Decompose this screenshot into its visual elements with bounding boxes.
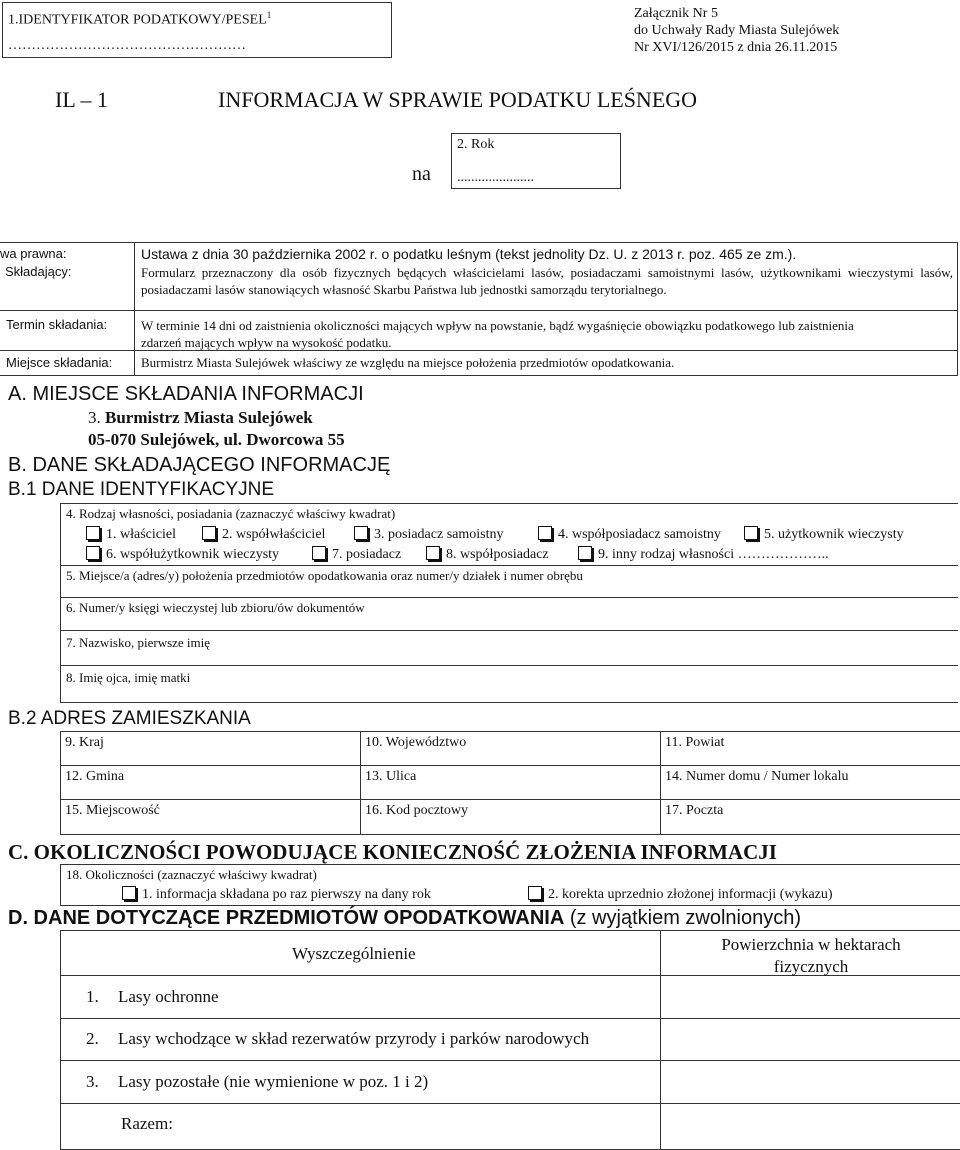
identifier-label [8,7,271,29]
row-2-text: Lasy wchodzące w skład rezerwatów przyrody i parków narodowych [118,1029,590,1048]
row-total-label: Razem: [121,1114,173,1133]
col-specification: Wyszczególnienie [292,944,416,963]
info-text-legal: Ustawa z dnia 30 października 2002 r. o podatku leśnym (tekst jednolity Dz. U. z 2013 r. poz. 465 ze zm.). [141,246,797,262]
section-c-title: C. OKOLICZNOŚCI POWODUJĄCE KONIECZNOŚĆ ZŁOŻENIA INFORMACJI [8,840,777,864]
ownership-option-7[interactable]: 7. posiadacz [310,546,401,563]
field-6-label[interactable]: 6. Numer/y księgi wieczystej lub zbioru/ów dokumentów [66,600,365,615]
checkbox-icon[interactable] [312,546,326,560]
ownership-option-9[interactable]: 9. inny rodzaj własności ……………….. [576,546,829,563]
field-18-label: 18. Okoliczności (zaznaczyć właściwy kwadrat) [66,867,317,882]
ownership-option-3[interactable]: 3. posiadacz samoistny [352,526,503,543]
address-house-number[interactable]: 14. Numer domu / Numer lokalu [660,765,960,800]
ownership-option-4[interactable]: 4. współposiadacz samoistny [536,526,721,543]
ownership-option-5[interactable]: 5. użytkownik wieczysty [742,526,904,543]
annex-line-1: Załącznik Nr 5 [634,6,718,21]
section-d-title-normal: (z wyjątkiem zwolnionych) [564,907,802,929]
info-label-place: Miejsce składania: [6,355,113,370]
na-label: na [412,163,431,185]
annex-line-3: Nr XVI/126/2015 z dnia 26.11.2015 [634,40,838,55]
row-1-num: 1. [86,987,99,1006]
info-text-submitter: Formularz przeznaczony dla osób fizycznych będących właścicielami lasów, posiadaczami samoistnymi lasów, użytkownikami wieczystymi lasów, posiadaczami lasów stanowiących własność Skarbu Państwa lub jednostki samorządu terytorialnego. [141,265,953,297]
checkbox-icon[interactable] [86,546,100,560]
info-label-legal: wa prawna: [0,246,67,261]
address-post-office[interactable]: 17. Poczta [660,799,960,835]
checkbox-icon[interactable] [578,546,592,560]
address-street[interactable]: 13. Ulica [360,765,661,800]
col-area [662,934,960,978]
address-voivodeship[interactable]: 10. Województwo [360,731,661,766]
address-county[interactable]: 11. Powiat [660,731,960,766]
checkbox-icon[interactable] [354,526,368,540]
checkbox-icon[interactable] [744,526,758,540]
section-a-office: Burmistrz Miasta Sulejówek [105,408,313,427]
section-b1-title: B.1 DANE IDENTYFIKACYJNE [8,479,275,500]
field-7-label[interactable]: 7. Nazwisko, pierwsze imię [66,635,211,650]
annex-line-2: do Uchwały Rady Miasta Sulejówek [634,23,840,38]
year-label: 2. Rok [457,137,495,152]
info-label-submitter: Składający: [5,264,72,279]
section-a-address: 05-070 Sulejówek, ul. Dworcowa 55 [88,430,345,449]
section-d-title-bold: D. DANE DOTYCZĄCE PRZEDMIOTÓW OPODATKOWANIA [8,907,565,929]
identifier-label-text: 1.IDENTYFIKATOR PODATKOWY/PESEL [8,12,267,28]
checkbox-icon[interactable] [528,886,542,900]
ownership-option-6[interactable]: 6. współużytkownik wieczysty [84,546,279,563]
address-country[interactable]: 9. Kraj [60,731,361,766]
form-code: IL – 1 [55,87,108,112]
address-city[interactable]: 15. Miejscowość [60,799,361,835]
year-input[interactable]: ...................... [457,170,534,185]
circumstance-option-1[interactable]: 1. informacja składana po raz pierwszy na dany rok [120,886,431,903]
row-1-text: Lasy ochronne [118,987,219,1006]
ownership-option-1[interactable]: 1. właściciel [84,526,176,543]
col-area-line-1: Powierzchnia w hektarach [721,935,901,954]
row-3-num: 3. [86,1072,99,1091]
identifier-input[interactable]: …………………………………………… [8,38,246,53]
address-municipality[interactable]: 12. Gmina [60,765,361,800]
ownership-option-2[interactable]: 2. współwłaściciel [200,526,325,543]
checkbox-icon[interactable] [538,526,552,540]
identifier-footnote: 1 [266,10,272,20]
info-text-place: Burmistrz Miasta Sulejówek właściwy ze względu na miejsce położenia przedmiotów opodatkowania. [141,355,675,370]
checkbox-icon[interactable] [86,526,100,540]
field-5-label[interactable]: 5. Miejsce/a (adres/y) położenia przedmiotów opodatkowania oraz numer/y działek i numer obrębu [66,568,583,583]
form-title: INFORMACJA W SPRAWIE PODATKU LEŚNEGO [218,87,698,112]
row-2-num: 2. [86,1029,99,1048]
section-d-title [8,907,801,929]
info-label-deadline: Termin składania: [6,317,108,332]
row-3-text: Lasy pozostałe (nie wymienione w poz. 1 i 2) [118,1072,429,1091]
circumstance-option-2[interactable]: 2. korekta uprzednio złożonej informacji (wykazu) [526,886,833,903]
section-a-title: A. MIEJSCE SKŁADANIA INFORMACJI [8,383,364,405]
checkbox-icon[interactable] [202,526,216,540]
address-postal-code[interactable]: 16. Kod pocztowy [360,799,661,835]
section-b-title: B. DANE SKŁADAJĄCEGO INFORMACJĘ [8,454,391,476]
section-b2-title: B.2 ADRES ZAMIESZKANIA [8,708,251,729]
checkbox-icon[interactable] [426,546,440,560]
annex-info [634,5,839,56]
field-8-label[interactable]: 8. Imię ojca, imię matki [66,670,191,685]
info-text-deadline: W terminie 14 dni od zaistnienia okoliczności mających wpływ na powstanie, bądź wygaśnięcie obowiązku podatkowego lub zaistnienia zdarzeń mających wpływ na wysokość podatku. [141,318,854,350]
field-4-label: 4. Rodzaj własności, posiadania (zaznaczyć właściwy kwadrat) [66,506,396,521]
checkbox-icon[interactable] [122,886,136,900]
ownership-option-8[interactable]: 8. współposiadacz [424,546,549,563]
section-a-num: 3. [88,408,101,427]
col-area-line-2: fizycznych [773,957,849,976]
